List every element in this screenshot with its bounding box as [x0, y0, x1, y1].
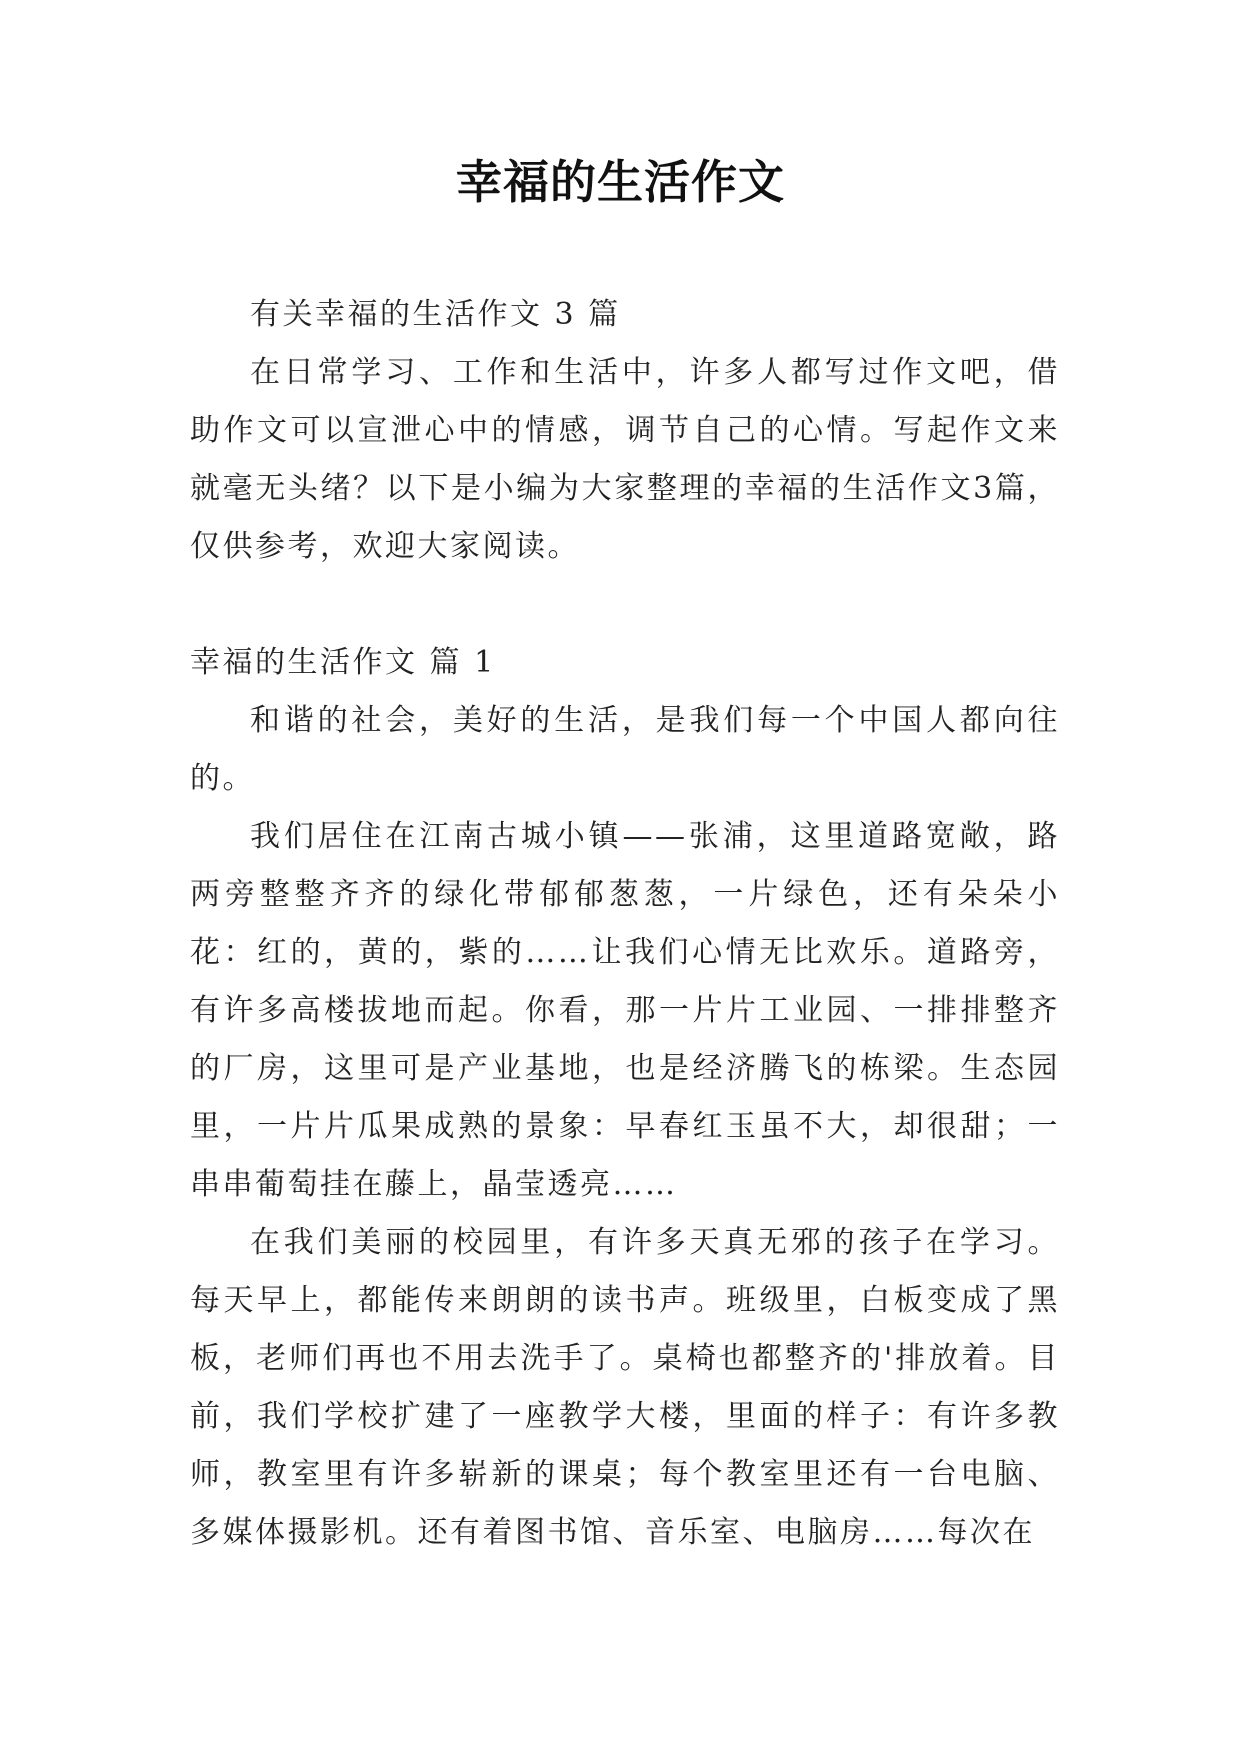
intro-line: 有关幸福的生活作文 3 篇	[250, 297, 621, 332]
paragraph-spacer	[190, 576, 1060, 634]
body-paragraph: 和谐的社会，美好的生活，是我们每一个中国人都向往的。	[190, 703, 1060, 796]
document-body	[190, 286, 1060, 1562]
body-paragraph: 在我们美丽的校园里，有许多天真无邪的孩子在学习。每天早上，都能传来朗朗的读书声。班级里，白板变成了黑板，老师们再也不用去洗手了。桌椅也都整齐的'排放着。目前，我们学校扩建了一座教学大楼，里面的样子：有许多教师，教室里有许多崭新的课桌；每个教室里还有一台电脑、多媒体摄影机。还有着图书馆、音乐室、电脑房……每次在	[190, 1225, 1060, 1550]
intro-paragraph: 在日常学习、工作和生活中，许多人都写过作文吧，借助作文可以宣泄心中的情感，调节自己的心情。写起作文来就毫无头绪？以下是小编为大家整理的幸福的生活作文3篇，仅供参考，欢迎大家阅读。	[190, 355, 1060, 564]
body-paragraph: 我们居住在江南古城小镇——张浦，这里道路宽敞，路两旁整整齐齐的绿化带郁郁葱葱，一片绿色，还有朵朵小花：红的，黄的，紫的……让我们心情无比欢乐。道路旁，有许多高楼拔地而起。你看，那一片片工业园、一排排整齐的厂房，这里可是产业基地，也是经济腾飞的栋梁。生态园里，一片片瓜果成熟的景象：早春红玉虽不大，却很甜；一串串葡萄挂在藤上，晶莹透亮……	[190, 819, 1060, 1202]
document-title: 幸福的生活作文	[456, 155, 785, 209]
section-heading: 幸福的生活作文 篇 1	[190, 645, 496, 680]
